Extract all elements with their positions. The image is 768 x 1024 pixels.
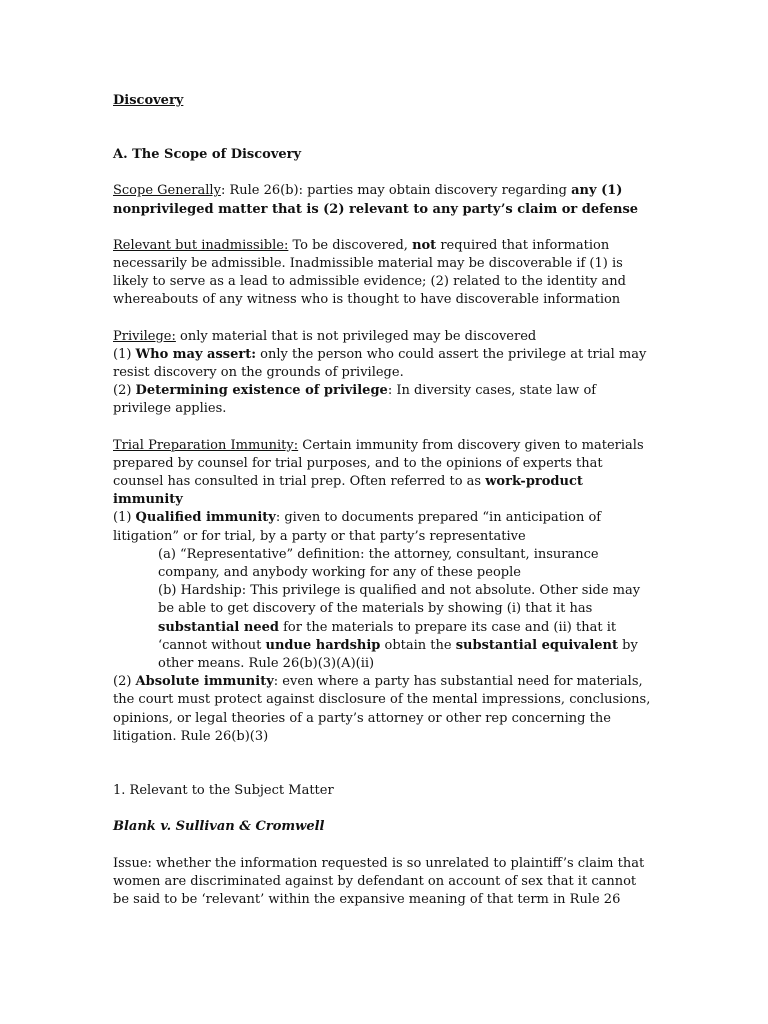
- spacer: [113, 310, 653, 328]
- case-name: Blank v. Sullivan & Cromwell: [113, 819, 325, 835]
- privilege-item-1: [113, 346, 653, 382]
- privilege-item-1-text: only the person who could assert the privilege at trial may resist discovery on the grounds of privilege.: [113, 346, 647, 381]
- privilege-item-2-text: : In diversity cases, state law of privilege applies.: [113, 383, 597, 417]
- privilege-item-2-num: (2): [113, 383, 136, 399]
- relevant-paragraph: [113, 237, 653, 310]
- privilege-paragraph: [113, 328, 653, 346]
- absolute-immunity-bold: Absolute immunity: [135, 674, 274, 690]
- spacer: [113, 746, 653, 782]
- scope-generally-label: Scope Generally: [113, 183, 221, 199]
- absolute-immunity-num: (2): [113, 674, 136, 690]
- hardship-bold-3: substantial equivalent: [455, 637, 619, 653]
- trial-prep-bold: work-product immunity: [113, 474, 583, 508]
- privilege-item-2-bold: Determining existence of privilege: [135, 383, 388, 399]
- hardship-text-1: (b) Hardship: This privilege is qualified and not absolute. Other side may be able to get discovery of the materials by showing (i) that it has: [158, 583, 641, 617]
- relevant-text-1: To be discovered,: [288, 237, 413, 253]
- relevant-text-2: required that information necessarily be admissible. Inadmissible material may be discoverable if (1) is likely to serve as a lead to admissible evidence; (2) related to the identity and whereabouts of any witness who is thought to have discoverable information: [113, 237, 626, 308]
- hardship-text-4: by other means. Rule 26(b)(3)(A)(ii): [158, 637, 638, 672]
- scope-generally-bold: any (1) nonprivileged matter that is (2) relevant to any party’s claim or defense: [113, 183, 639, 217]
- spacer: [113, 110, 653, 146]
- document-title: Discovery: [113, 93, 184, 108]
- trial-prep-paragraph: [113, 437, 653, 510]
- privilege-text: only material that is not privileged may be discovered: [175, 328, 537, 344]
- privilege-item-1-num: (1): [113, 346, 136, 362]
- spacer: [113, 419, 653, 437]
- qualified-immunity-bold: Qualified immunity: [135, 510, 276, 526]
- qualified-immunity-text: : given to documents prepared “in anticipation of litigation” or for trial, by a party or that party’s representative: [113, 510, 602, 544]
- representative-item: (a) “Representative” definition: the attorney, consultant, insurance company, and anybody working for any of these people: [158, 546, 599, 581]
- scope-generally-text: : Rule 26(b): parties may obtain discovery regarding: [220, 183, 572, 199]
- privilege-item-2: [113, 382, 653, 418]
- spacer: [113, 837, 653, 855]
- section-heading-scope: A. The Scope of Discovery: [113, 147, 302, 163]
- privilege-label: Privilege:: [113, 328, 176, 344]
- scope-generally-paragraph: [113, 182, 653, 218]
- absolute-immunity-item: [113, 673, 653, 746]
- hardship-bold-2: undue hardship: [265, 637, 381, 653]
- spacer: [113, 164, 653, 182]
- issue-paragraph: Issue: whether the information requested is so unrelated to plaintiff’s claim that women are discriminated against by defendant on account of sex that it cannot be said to be ‘relevant’ within the expansive meaning of that term in Rule 26: [113, 855, 645, 907]
- hardship-bold-1: substantial need: [158, 619, 279, 635]
- hardship-text-3: obtain the: [380, 637, 456, 653]
- spacer: [113, 800, 653, 818]
- hardship-item: [113, 582, 653, 673]
- absolute-immunity-text: : even where a party has substantial need for materials, the court must protect against disclosure of the mental impressions, conclusions, opinions, or legal theories of a party’s attorney or other rep concerning the litigation. Rule 26(b)(3): [113, 674, 651, 744]
- document-page: [113, 92, 653, 909]
- privilege-item-1-bold: Who may assert:: [135, 346, 257, 362]
- trial-prep-label: Trial Preparation Immunity:: [113, 437, 299, 453]
- spacer: [113, 219, 653, 237]
- hardship-text-2: for the materials to prepare its case and (ii) that it ‘cannot without: [158, 619, 617, 653]
- relevant-label: Relevant but inadmissible:: [113, 237, 289, 253]
- subsection-heading: 1. Relevant to the Subject Matter: [113, 783, 334, 799]
- trial-prep-text: Certain immunity from discovery given to materials prepared by counsel for trial purposes, and to the opinions of experts that counsel has consulted in trial prep. Often referred to as: [113, 437, 644, 490]
- relevant-bold: not: [412, 237, 437, 253]
- qualified-immunity-num: (1): [113, 510, 136, 526]
- qualified-immunity-item: [113, 509, 653, 545]
